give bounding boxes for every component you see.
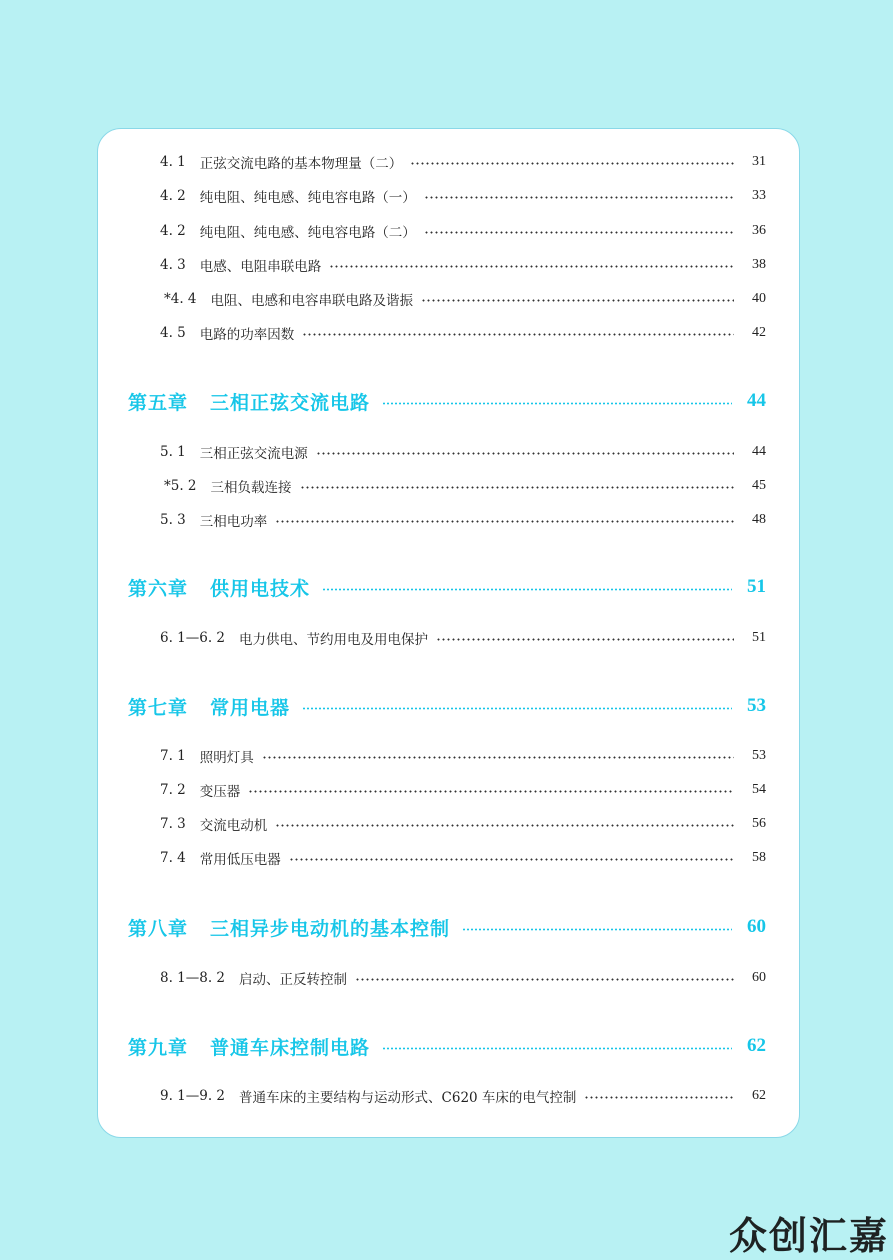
dot-leader	[248, 790, 734, 793]
page-number: 60	[752, 970, 766, 985]
dot-leader	[275, 520, 734, 523]
page-number: 42	[752, 325, 766, 340]
chapter-number: 第八章	[128, 917, 189, 940]
chapter-title: 三相正弦交流电路	[210, 391, 371, 414]
section-number: *5. 2	[164, 478, 197, 494]
page-number: 58	[752, 850, 766, 865]
section-title: 纯电阻、纯电感、纯电容电路（二）	[199, 225, 416, 241]
toc-entry[interactable]	[98, 814, 799, 834]
section-number: 7. 3	[160, 816, 186, 832]
section-title: 启动、正反转控制	[239, 972, 348, 988]
chapter-heading[interactable]	[98, 912, 799, 942]
section-title: 照明灯具	[199, 750, 254, 766]
section-title: 三相电功率	[199, 514, 268, 530]
toc-entry[interactable]	[98, 968, 799, 988]
page-number: 56	[752, 816, 766, 831]
page-number: 62	[747, 1035, 766, 1056]
page-number: 38	[752, 257, 766, 272]
toc-entry[interactable]	[98, 442, 799, 462]
chapter-title: 常用电器	[210, 696, 291, 719]
dot-leader	[421, 299, 734, 302]
section-title: 常用低压电器	[199, 852, 281, 868]
chapter-title: 普通车床控制电路	[210, 1036, 371, 1059]
chapter-heading[interactable]	[98, 386, 799, 416]
dot-leader	[436, 638, 734, 641]
section-title: 普通车床的主要结构与运动形式、C620 车床的电气控制	[239, 1090, 577, 1106]
chapter-number: 第五章	[128, 391, 189, 414]
page-number: 33	[752, 188, 766, 203]
dot-leader	[275, 824, 734, 827]
toc-entry[interactable]	[98, 152, 799, 172]
section-title: 电阻、电感和电容串联电路及谐振	[210, 293, 414, 309]
page-number: 60	[747, 916, 766, 937]
section-number: 4. 2	[160, 188, 186, 204]
dot-leader	[410, 162, 734, 165]
page-number: 51	[752, 630, 766, 645]
chapter-title: 三相异步电动机的基本控制	[210, 917, 451, 940]
toc-entry[interactable]	[98, 628, 799, 648]
dot-leader	[462, 928, 732, 931]
dot-leader	[424, 196, 734, 199]
page-number: 40	[752, 291, 766, 306]
dot-leader	[302, 333, 734, 336]
chapter-number: 第九章	[128, 1036, 189, 1059]
dot-leader	[262, 756, 734, 759]
page-number: 54	[752, 782, 766, 797]
section-number: 4. 1	[160, 154, 186, 170]
page-number: 31	[752, 154, 766, 169]
section-number: 4. 5	[160, 325, 186, 341]
dot-leader	[329, 265, 734, 268]
watermark-logo: 众创汇嘉	[728, 1214, 889, 1258]
section-title: 三相正弦交流电源	[199, 446, 308, 462]
section-title: 正弦交流电路的基本物理量（二）	[199, 156, 403, 172]
dot-leader	[584, 1096, 734, 1099]
section-number: 7. 2	[160, 782, 186, 798]
section-number: 4. 2	[160, 223, 186, 239]
toc-entry[interactable]	[98, 186, 799, 206]
page-number: 44	[747, 390, 766, 411]
section-number: 7. 1	[160, 748, 186, 764]
section-number: 5. 3	[160, 512, 186, 528]
section-title: 三相负载连接	[210, 480, 292, 496]
section-number: 5. 1	[160, 444, 186, 460]
toc-entry[interactable]	[98, 848, 799, 868]
section-number: 4. 3	[160, 257, 186, 273]
chapter-number: 第六章	[128, 577, 189, 600]
toc-entry[interactable]	[98, 746, 799, 766]
toc-entry[interactable]	[98, 1086, 799, 1106]
section-number: *4. 4	[164, 291, 197, 307]
page-number: 53	[752, 748, 766, 763]
dot-leader	[302, 707, 732, 710]
dot-leader	[322, 588, 732, 591]
section-title: 电路的功率因数	[199, 327, 295, 343]
page-number: 44	[752, 444, 766, 459]
dot-leader	[382, 402, 732, 405]
section-title: 电感、电阻串联电路	[199, 259, 322, 275]
section-number: 8. 1—8. 2	[160, 970, 226, 986]
page-number: 62	[752, 1088, 766, 1103]
section-title: 交流电动机	[199, 818, 268, 834]
section-number: 9. 1—9. 2	[160, 1088, 226, 1104]
chapter-heading[interactable]	[98, 691, 799, 721]
page-number: 48	[752, 512, 766, 527]
dot-leader	[424, 231, 734, 234]
section-title: 电力供电、节约用电及用电保护	[239, 632, 429, 648]
page-number: 36	[752, 223, 766, 238]
dot-leader	[300, 486, 734, 489]
toc-entry[interactable]	[98, 780, 799, 800]
section-number: 7. 4	[160, 850, 186, 866]
toc-panel	[97, 128, 800, 1138]
section-title: 变压器	[199, 784, 241, 800]
chapter-heading[interactable]	[98, 572, 799, 602]
toc-entry[interactable]	[98, 255, 799, 275]
toc-entry[interactable]	[98, 221, 799, 241]
toc-entry[interactable]	[98, 476, 799, 496]
page-number: 51	[747, 576, 766, 597]
chapter-number: 第七章	[128, 696, 189, 719]
page-number: 45	[752, 478, 766, 493]
toc-entry[interactable]	[98, 510, 799, 530]
chapter-title: 供用电技术	[210, 577, 311, 600]
toc-entry[interactable]	[98, 323, 799, 343]
chapter-heading[interactable]	[98, 1031, 799, 1061]
dot-leader	[316, 452, 734, 455]
dot-leader	[382, 1047, 732, 1050]
section-title: 纯电阻、纯电感、纯电容电路（一）	[199, 190, 416, 206]
dot-leader	[289, 858, 734, 861]
toc-entry[interactable]	[98, 289, 799, 309]
page-number: 53	[747, 695, 766, 716]
dot-leader	[355, 978, 734, 981]
section-number: 6. 1—6. 2	[160, 630, 226, 646]
